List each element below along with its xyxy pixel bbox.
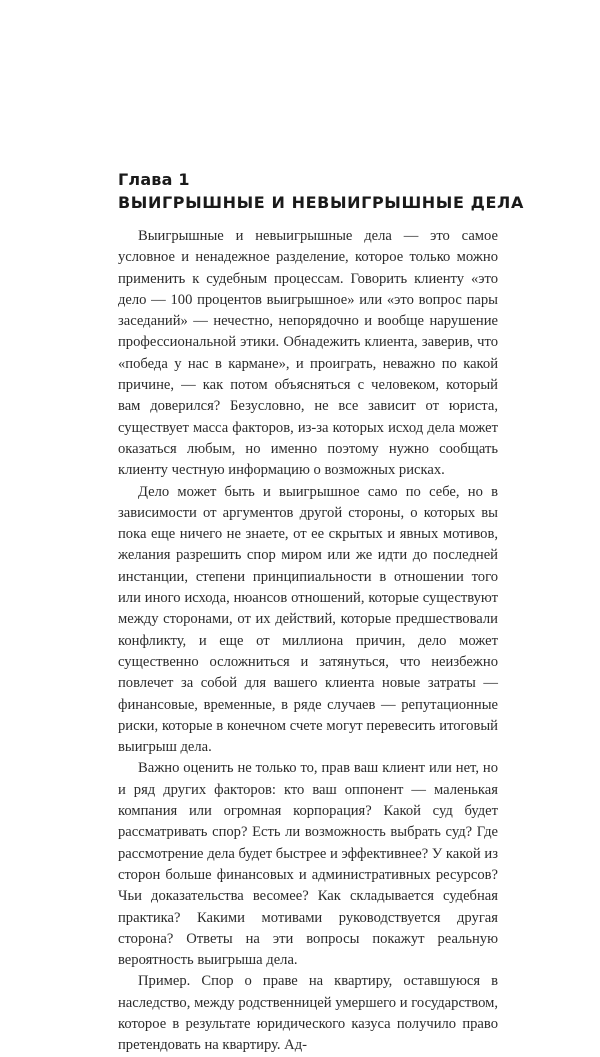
chapter-title: ВЫИГРЫШНЫЕ И НЕВЫИГРЫШНЫЕ ДЕЛА bbox=[118, 193, 524, 212]
paragraph: Дело может быть и выигрышное само по себе, но в зависимости от аргументов другой стороны, о которых вы пока еще ничего не знаете, от ее скрытых и явных мотивов, желания разрешить спор миром или же идти до последней инстанции, степени принципиальности в отношении того или иного исхода, нюансов отношений, которые существуют между сторонами, от их действий, которые предшествовали конфликту, и еще от миллиона причин, дело может существенно осложниться и затянуться, что неизбежно повлечет за собой для вашего клиента новые затраты — финансовые, временные, в ряде случаев — репутационные риски, которые в конечном счете могут перевесить итоговый выигрыш дела. bbox=[118, 483, 498, 756]
paragraph: Важно оценить не только то, прав ваш клиент или нет, но и ряд других факторов: кто ваш оппонент — маленькая компания или огромная корпорация? Какой суд будет рассматривать спор? Есть ли возможность выбрать суд? Где рассмотрение дела будет быстрее и эффективнее? У какой из сторон больше финансовых и административных ресурсов? Чьи доказательства весомее? Как складывается судебная практика? Какими мотивами руководствуется другая сторона? Ответы на эти вопросы покажут реальную вероятность выигрыша дела. bbox=[118, 760, 498, 969]
chapter-body bbox=[118, 226, 498, 1057]
paragraph: Пример. Спор о праве на квартиру, оставшуюся в наследство, между родственницей умершего и государством, которое в результате юридического казуса получило право претендовать на квартиру. Ад- bbox=[118, 973, 498, 1054]
paragraph: Выигрышные и невыигрышные дела — это самое условное и ненадежное разделение, которое только можно применить к судебным процессам. Говорить клиенту «это дело — 100 процентов выигрышное» или «это вопрос пары заседаний» — нечестно, непорядочно и вообще нарушение профессиональной этики. Обнадежить клиента, заверив, что «победа у нас в кармане», и проиграть, неважно по какой причине, — как потом объясняться с человеком, который вам доверился? Безусловно, не все зависит от юриста, существует масса факторов, из-за которых исход дела может оказаться любым, но именно поэтому нужно сообщать клиенту честную информацию о возможных рисках. bbox=[118, 228, 498, 479]
chapter-label: Глава 1 bbox=[118, 170, 190, 189]
